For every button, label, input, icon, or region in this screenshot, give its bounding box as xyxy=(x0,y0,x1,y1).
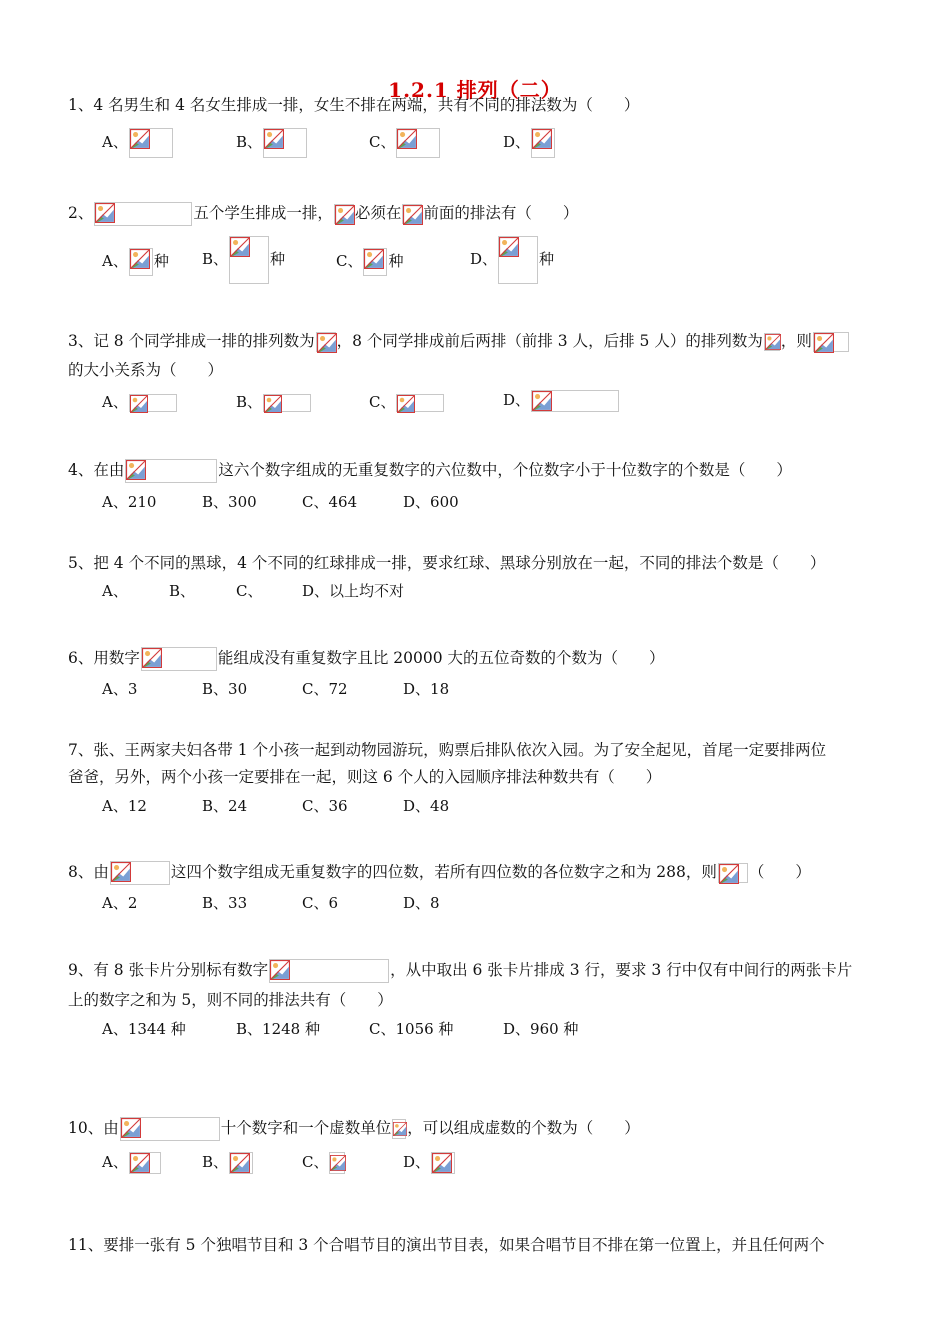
question-text: 8、由 xyxy=(68,863,109,881)
option-c: C、72 xyxy=(302,680,348,698)
broken-image-icon xyxy=(813,332,849,352)
option-label: B、 xyxy=(236,393,263,411)
broken-image-icon xyxy=(396,394,444,412)
question-9 xyxy=(68,959,852,983)
option-a xyxy=(102,1152,162,1174)
question-text: 这四个数字组成无重复数字的四位数，若所有四位数的各位数字之和为 288，则 xyxy=(170,863,717,881)
question-text: ，可以组成虚数的个数为（ ） xyxy=(407,1119,640,1137)
question-7-line-2 xyxy=(68,767,661,787)
question-text: 10、由 xyxy=(68,1119,119,1137)
option-b: B、300 xyxy=(202,493,257,511)
option-a xyxy=(102,248,169,276)
broken-image-icon xyxy=(718,863,748,883)
option-d: D、960 种 xyxy=(503,1020,579,1038)
question-text: 7、张、王两家夫妇各带 1 个小孩一起到动物园游玩，购票后排队依次入园。为了安全起见，首尾一定要排两位 xyxy=(68,741,827,759)
broken-image-icon xyxy=(129,394,177,412)
option-d: D、48 xyxy=(403,797,450,815)
option-label: B、 xyxy=(202,250,229,268)
broken-image-icon xyxy=(498,236,538,284)
question-text: ，则 xyxy=(780,332,812,350)
option-b: B、30 xyxy=(202,680,248,698)
broken-image-icon xyxy=(531,128,555,158)
option-unit: 种 xyxy=(153,252,169,270)
broken-image-icon xyxy=(129,128,173,158)
option-a xyxy=(102,128,174,158)
option-c: C、464 xyxy=(302,493,358,511)
option-label: B、 xyxy=(236,133,263,151)
option-b: B、24 xyxy=(202,797,248,815)
question-text: 1、4 名男生和 4 名女生排成一排，女生不排在两端，共有不同的排法数为（ ） xyxy=(68,96,640,114)
question-2 xyxy=(68,202,578,226)
option-label: C、 xyxy=(369,393,396,411)
question-4 xyxy=(68,459,792,483)
question-5 xyxy=(68,553,825,573)
option-unit: 种 xyxy=(270,250,286,268)
option-unit: 种 xyxy=(388,252,404,270)
option-b xyxy=(202,1152,254,1174)
broken-image-icon xyxy=(263,394,311,412)
question-text: 3、记 8 个同学排成一排的排列数为 xyxy=(68,332,315,350)
broken-image-icon xyxy=(431,1152,455,1174)
question-text: 五个学生排成一排， xyxy=(193,204,333,222)
broken-image-icon xyxy=(329,1152,345,1174)
option-d xyxy=(503,390,620,412)
broken-image-icon xyxy=(110,861,170,885)
broken-image-icon xyxy=(263,128,307,158)
broken-image-icon xyxy=(94,202,192,226)
option-label: D、 xyxy=(403,1153,431,1171)
option-b xyxy=(202,236,285,284)
option-label: A、 xyxy=(102,252,128,270)
option-unit: 种 xyxy=(539,250,555,268)
option-label: D、 xyxy=(503,133,531,151)
question-text: ，8 个同学排成前后两排（前排 3 人，后排 5 人）的排列数为 xyxy=(336,332,763,350)
option-d: D、以上均不对 xyxy=(302,582,405,600)
option-b: B、33 xyxy=(202,894,248,912)
question-text: 爸爸，另外，两个小孩一定要排在一起，则这 6 个人的入园顺序排法种数共有（ ） xyxy=(68,768,662,786)
option-d: D、18 xyxy=(403,680,450,698)
question-text: 前面的排法有（ ） xyxy=(423,204,579,222)
question-9-line-2 xyxy=(68,990,393,1010)
option-label: D、 xyxy=(470,250,498,268)
question-text: 9、有 8 张卡片分别标有数字 xyxy=(68,961,269,979)
option-d: D、8 xyxy=(403,894,440,912)
question-3-line-2 xyxy=(68,360,223,380)
broken-image-icon xyxy=(363,248,387,276)
question-text: 6、用数字 xyxy=(68,649,140,667)
broken-image-icon xyxy=(125,459,217,483)
option-d: D、600 xyxy=(403,493,459,511)
broken-image-icon xyxy=(141,647,217,671)
question-text: ，从中取出 6 张卡片排成 3 行，要求 3 行中仅有中间行的两张卡片 xyxy=(390,961,853,979)
question-8 xyxy=(68,861,811,885)
question-text: 2、 xyxy=(68,204,94,222)
option-label: A、 xyxy=(102,133,128,151)
broken-image-icon xyxy=(316,332,336,352)
option-a xyxy=(102,392,178,412)
question-text: 11、要排一张有 5 个独唱节目和 3 个合唱节目的演出节目表，如果合唱节目不排在第一位置上，并且任何两个 xyxy=(68,1236,825,1254)
broken-image-icon xyxy=(392,1119,406,1139)
option-label: C、 xyxy=(369,133,396,151)
question-3 xyxy=(68,331,850,352)
broken-image-icon xyxy=(334,204,354,224)
option-a: A、1344 种 xyxy=(102,1020,186,1038)
option-a: A、12 xyxy=(102,797,147,815)
broken-image-icon xyxy=(120,1117,220,1141)
broken-image-icon xyxy=(402,204,422,224)
option-a: A、 xyxy=(102,582,128,600)
option-label: C、 xyxy=(302,1153,329,1171)
question-text: 的大小关系为（ ） xyxy=(68,361,224,379)
question-text: 上的数字之和为 5，则不同的排法共有（ ） xyxy=(68,991,393,1009)
question-text: 5、把 4 个不同的黑球，4 个不同的红球排成一排，要求红球、黑球分别放在一起，不同的排法个数是（ ） xyxy=(68,554,826,572)
option-c xyxy=(336,248,404,276)
option-label: B、 xyxy=(202,1153,229,1171)
question-7 xyxy=(68,740,826,760)
broken-image-icon xyxy=(531,390,619,412)
broken-image-icon xyxy=(396,128,440,158)
broken-image-icon xyxy=(764,333,780,351)
question-11 xyxy=(68,1235,825,1255)
question-6 xyxy=(68,647,665,671)
option-a: A、210 xyxy=(102,493,157,511)
option-label: C、 xyxy=(336,252,363,270)
option-b xyxy=(236,128,308,158)
option-b: B、1248 种 xyxy=(236,1020,320,1038)
option-c xyxy=(369,128,441,158)
page-title: 1.2.1 排列（二） xyxy=(388,78,562,102)
option-a: A、2 xyxy=(102,894,138,912)
option-a: A、3 xyxy=(102,680,138,698)
option-c: C、36 xyxy=(302,797,348,815)
option-b xyxy=(236,392,312,412)
option-c xyxy=(369,392,445,412)
option-c: C、1056 种 xyxy=(369,1020,454,1038)
question-text: （ ） xyxy=(748,863,811,881)
broken-image-icon xyxy=(229,236,269,284)
question-text: 4、在由 xyxy=(68,461,125,479)
question-text: 这六个数字组成的无重复数字的六位数中，个位数字小于十位数字的个数是（ ） xyxy=(218,461,792,479)
broken-image-icon xyxy=(229,1152,253,1174)
option-label: D、 xyxy=(503,391,531,409)
question-10 xyxy=(68,1117,640,1141)
question-1 xyxy=(68,95,639,115)
option-label: A、 xyxy=(102,393,128,411)
option-label: A、 xyxy=(102,1153,128,1171)
question-text: 必须在 xyxy=(354,204,402,222)
option-b: B、 xyxy=(169,582,196,600)
option-c xyxy=(302,1152,346,1174)
option-d xyxy=(470,236,554,284)
option-d xyxy=(503,128,556,158)
option-d xyxy=(403,1152,456,1174)
option-c: C、 xyxy=(236,582,263,600)
broken-image-icon xyxy=(269,959,389,983)
option-c: C、6 xyxy=(302,894,339,912)
question-text: 能组成没有重复数字且比 20000 大的五位奇数的个数为（ ） xyxy=(217,649,665,667)
broken-image-icon xyxy=(129,248,153,276)
broken-image-icon xyxy=(129,1152,161,1174)
question-text: 十个数字和一个虚数单位 xyxy=(220,1119,392,1137)
